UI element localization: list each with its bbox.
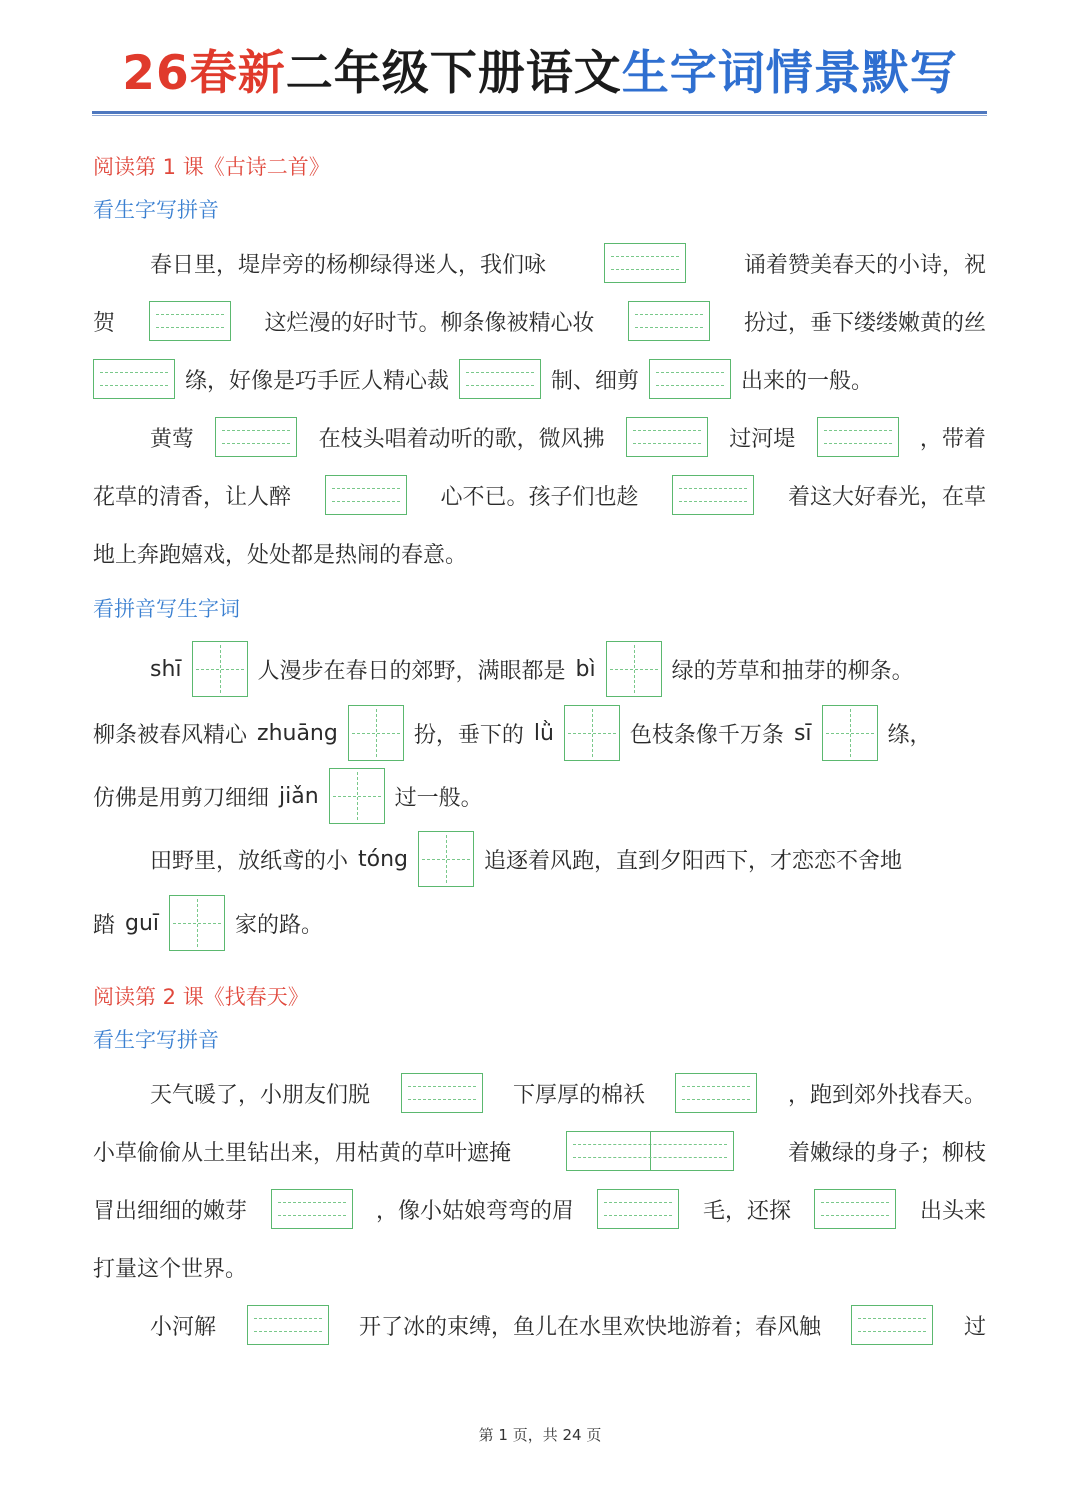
pinyin-answer-box[interactable] <box>628 301 710 341</box>
title-part-black: 二年级下册语文 <box>285 46 622 101</box>
text-segment: 人漫步在春日的郊野，满眼都是 <box>257 658 566 684</box>
text-segment: 冒出细细的嫩芽 <box>93 1198 248 1224</box>
pinyin-answer-box[interactable] <box>325 475 407 515</box>
l2p1-line2 <box>93 1122 986 1180</box>
text-segment: 打量这个世界。 <box>93 1256 248 1282</box>
text-segment: 仿佛是用剪刀细细 <box>93 785 270 811</box>
l1p2-line1 <box>93 640 986 698</box>
l2p1-line3 <box>93 1180 986 1238</box>
pinyin-answer-box[interactable] <box>675 1073 757 1113</box>
text-segment: 色枝条像千万条 <box>629 722 784 748</box>
text-segment: 绦，好像是巧手匠人精心裁 <box>185 368 450 394</box>
pinyin-prompt: lǜ <box>533 720 554 746</box>
text-segment: 小河解 <box>150 1314 217 1340</box>
text-segment: 过 <box>963 1314 986 1340</box>
lesson1-section2-label: 看拼音写生字词 <box>93 597 240 621</box>
pinyin-answer-box[interactable] <box>672 475 754 515</box>
pinyin-answer-box[interactable] <box>604 243 686 283</box>
text-segment: ，跑到郊外找春天。 <box>787 1082 986 1108</box>
pinyin-answer-box[interactable] <box>649 359 731 399</box>
text-segment: 家的路。 <box>235 912 324 938</box>
l1p1-line6 <box>93 524 986 582</box>
pinyin-answer-box[interactable] <box>215 417 297 457</box>
page-title <box>0 42 1080 106</box>
text-segment: 贺 <box>93 310 116 336</box>
text-segment: 诵着赞美春天的小诗，祝 <box>743 252 986 278</box>
text-segment: ，像小姑娘弯弯的眉 <box>375 1198 574 1224</box>
pinyin-prompt: sī <box>793 720 812 746</box>
l2p1-line5 <box>93 1296 986 1354</box>
text-segment: 着这大好春光，在草 <box>787 484 986 510</box>
text-segment: 天气暖了，小朋友们脱 <box>150 1082 371 1108</box>
text-segment: 绦， <box>887 722 932 748</box>
character-answer-box[interactable] <box>329 768 385 824</box>
text-segment: 在枝头唱着动听的歌，微风拂 <box>318 426 605 452</box>
text-segment: 制、细剪 <box>551 368 640 394</box>
pinyin-prompt: tóng <box>358 846 409 872</box>
pinyin-answer-box[interactable] <box>271 1189 353 1229</box>
text-segment: 柳条被春风精心 <box>93 722 248 748</box>
text-segment: 追逐着风跑，直到夕阳西下，才恋恋不舍地 <box>484 848 903 874</box>
character-answer-box[interactable] <box>169 895 225 951</box>
text-segment: 过一般。 <box>394 785 483 811</box>
page-number-footer: 第 1 页，共 24 页 <box>478 1426 602 1444</box>
l1p2-line4 <box>93 830 986 888</box>
pinyin-prompt: shī <box>150 656 182 682</box>
pinyin-prompt: guī <box>125 910 160 936</box>
text-segment: 花草的清香，让人醉 <box>93 484 292 510</box>
l1p2-line2 <box>93 704 986 762</box>
pinyin-prompt: bì <box>575 656 596 682</box>
pinyin-answer-box[interactable] <box>814 1189 896 1229</box>
title-underline-thin <box>92 115 987 116</box>
text-segment: 春日里，堤岸旁的杨柳绿得迷人，我们咏 <box>150 252 547 278</box>
character-answer-box[interactable] <box>822 705 878 761</box>
l1p1-line2 <box>93 292 986 350</box>
text-segment: 心不已。孩子们也趁 <box>440 484 639 510</box>
pinyin-answer-box[interactable] <box>149 301 231 341</box>
character-answer-box[interactable] <box>192 641 248 697</box>
text-segment: 下厚厚的棉袄 <box>512 1082 645 1108</box>
pinyin-answer-box[interactable] <box>597 1189 679 1229</box>
lesson1-heading: 阅读第 1 课《古诗二首》 <box>93 155 330 179</box>
pinyin-answer-box[interactable] <box>851 1305 933 1345</box>
text-segment: 这烂漫的好时节。柳条像被精心妆 <box>264 310 595 336</box>
pinyin-answer-box[interactable] <box>401 1073 483 1113</box>
text-segment: 过河堤 <box>729 426 796 452</box>
l1p1-line5 <box>93 466 986 524</box>
l1p1-line1 <box>93 234 986 292</box>
pinyin-answer-box[interactable] <box>247 1305 329 1345</box>
pinyin-prompt: zhuāng <box>257 720 338 746</box>
text-segment: 着嫩绿的身子；柳枝 <box>787 1140 986 1166</box>
title-part-blue: 生字词情景默写 <box>621 46 958 101</box>
text-segment: 黄莺 <box>150 426 195 452</box>
lesson2-heading: 阅读第 2 课《找春天》 <box>93 985 309 1009</box>
text-segment: 地上奔跑嬉戏，处处都是热闹的春意。 <box>93 542 468 568</box>
pinyin-answer-box[interactable] <box>817 417 899 457</box>
text-segment: 开了冰的束缚，鱼儿在水里欢快地游着；春风触 <box>358 1314 821 1340</box>
text-segment: 出头来 <box>919 1198 986 1224</box>
text-segment: 扮过，垂下缕缕嫩黄的丝 <box>743 310 986 336</box>
character-answer-box[interactable] <box>348 705 404 761</box>
lesson1-section1-label: 看生字写拼音 <box>93 198 219 222</box>
text-segment: 小草偷偷从土里钻出来，用枯黄的草叶遮掩 <box>93 1140 512 1166</box>
l1p1-line4 <box>93 408 986 466</box>
pinyin-answer-box-double[interactable] <box>566 1131 734 1171</box>
l2p1-line4 <box>93 1238 986 1296</box>
text-segment: 田野里，放纸鸢的小 <box>150 848 349 874</box>
l1p2-line5 <box>93 894 986 952</box>
title-underline <box>92 111 987 114</box>
text-segment: 绿的芳草和抽芽的柳条。 <box>671 658 914 684</box>
pinyin-answer-box[interactable] <box>626 417 708 457</box>
character-answer-box[interactable] <box>418 831 474 887</box>
pinyin-prompt: jiǎn <box>279 783 319 809</box>
text-segment: ，带着 <box>919 426 986 452</box>
character-answer-box[interactable] <box>606 641 662 697</box>
l2p1-line1 <box>93 1064 986 1122</box>
pinyin-answer-box[interactable] <box>459 359 541 399</box>
title-part-red: 26春新 <box>122 46 286 101</box>
pinyin-answer-box[interactable] <box>93 359 175 399</box>
text-segment: 毛，还探 <box>702 1198 791 1224</box>
text-segment: 扮，垂下的 <box>413 722 524 748</box>
text-segment: 出来的一般。 <box>741 368 874 394</box>
text-segment: 踏 <box>93 912 116 938</box>
lesson2-section1-label: 看生字写拼音 <box>93 1028 219 1052</box>
l1p1-line3 <box>93 350 986 408</box>
character-answer-box[interactable] <box>564 705 620 761</box>
l1p2-line3 <box>93 767 986 825</box>
